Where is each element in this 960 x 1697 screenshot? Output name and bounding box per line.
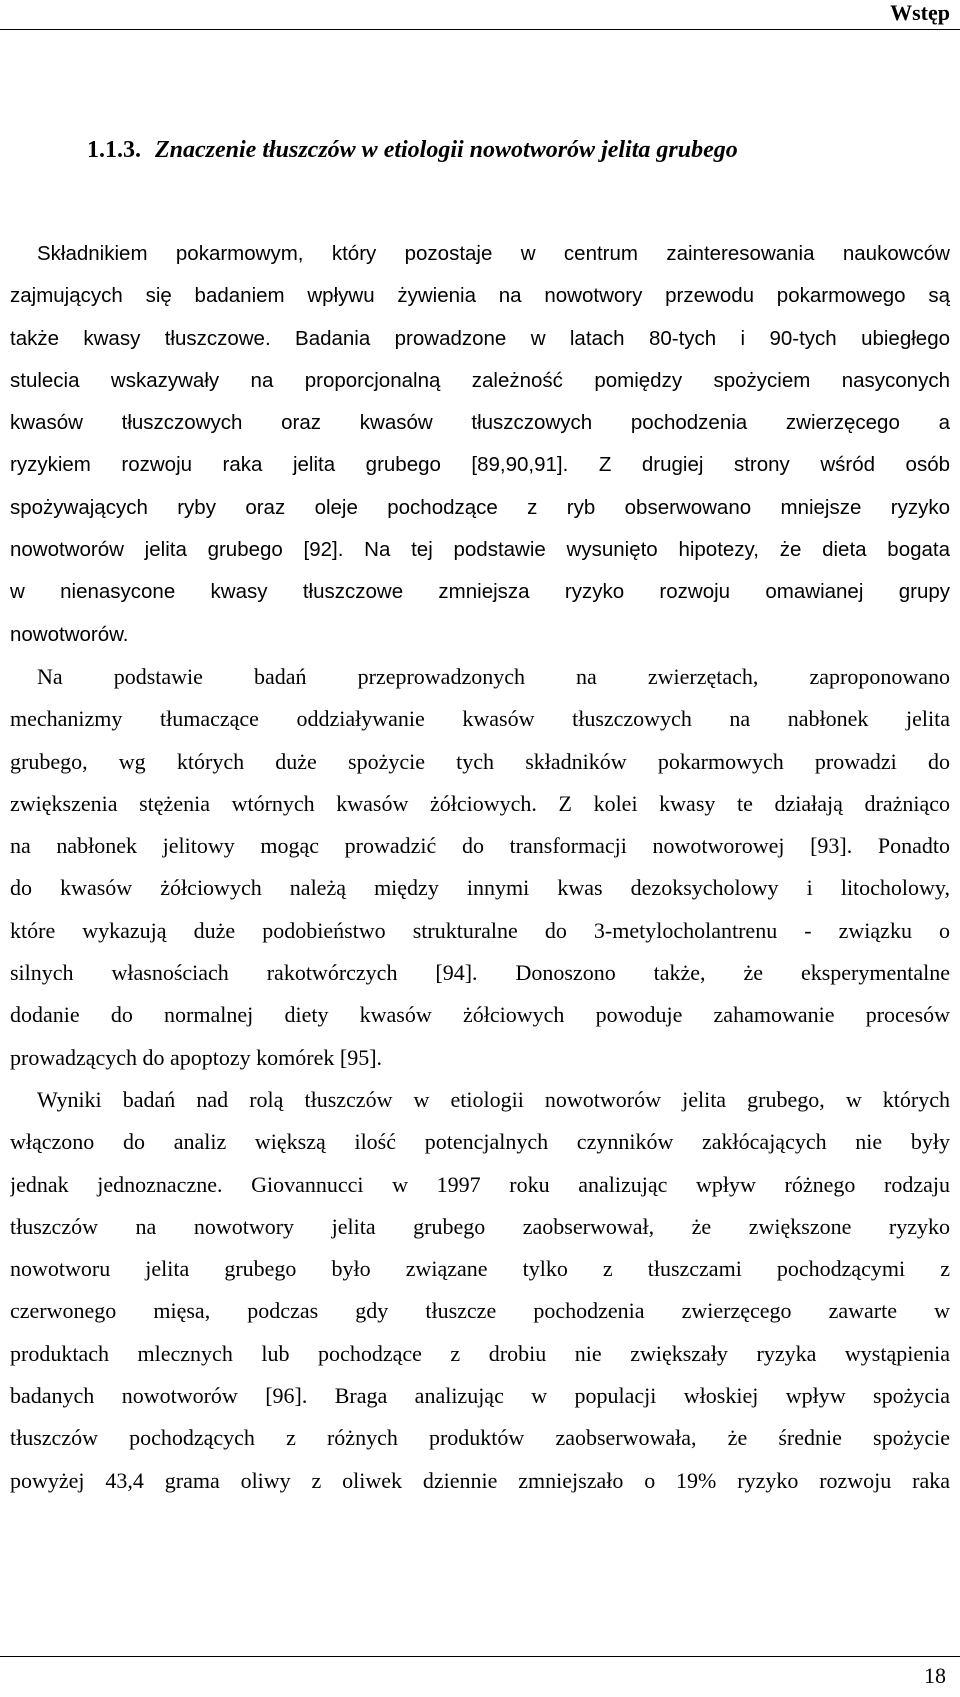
body-text — [10, 233, 950, 1502]
text-line: grubego, wg których duże spożycie tych składników pokarmowych prowadzi do — [10, 748, 950, 774]
page-number: 18 — [924, 1663, 946, 1688]
text-line: nowotworu jelita grubego było związane tylko z tłuszczami pochodzącymi z — [10, 1256, 950, 1282]
text-line: prowadzących do apoptozy komórek [95]. — [10, 1044, 383, 1070]
text-line: zwiększenia stężenia wtórnych kwasów żółciowych. Z kolei kwasy te działają drażniąco — [10, 790, 950, 816]
text-line: jednak jednoznaczne. Giovannucci w 1997 roku analizując wpływ różnego rodzaju — [10, 1171, 950, 1197]
text-line: badanych nowotworów [96]. Braga analizując w populacji włoskiej wpływ spożycia — [10, 1383, 950, 1409]
text-line: spożywających ryby oraz oleje pochodzące z ryb obserwowano mniejsze ryzyko — [10, 495, 950, 519]
text-line: na nabłonek jelitowy mogąc prowadzić do transformacji nowotworowej [93]. Ponadto — [10, 833, 950, 859]
text-line: mechanizmy tłumaczące oddziaływanie kwasów tłuszczowych na nabłonek jelita — [10, 706, 950, 732]
text-line: powyżej 43,4 grama oliwy z oliwek dziennie zmniejszało o 19% ryzyko rozwoju raka — [10, 1467, 950, 1493]
text-line: dodanie do normalnej diety kwasów żółciowych powoduje zahamowanie procesów — [10, 1002, 950, 1028]
text-line: Na podstawie badań przeprowadzonych na zwierzętach, zaproponowano — [37, 663, 950, 689]
text-line: które wykazują duże podobieństwo strukturalne do 3-metylocholantrenu - związku o — [10, 917, 950, 943]
text-line: produktach mlecznych lub pochodzące z drobiu nie zwiększały ryzyka wystąpienia — [10, 1340, 950, 1366]
text-line: włączono do analiz większą ilość potencjalnych czynników zakłócających nie były — [10, 1129, 950, 1155]
text-line: nowotworów. — [10, 622, 129, 646]
text-line: tłuszczów pochodzących z różnych produktów zaobserwowała, że średnie spożycie — [10, 1425, 950, 1451]
text-line: kwasów tłuszczowych oraz kwasów tłuszczowych pochodzenia zwierzęcego a — [10, 411, 950, 435]
section-heading — [87, 135, 738, 165]
text-line: silnych własnościach rakotwórczych [94]. Donoszono także, że eksperymentalne — [10, 960, 950, 986]
text-line: stulecia wskazywały na proporcjonalną zależność pomiędzy spożyciem nasyconych — [10, 368, 950, 392]
text-line: Składnikiem pokarmowym, który pozostaje w centrum zainteresowania naukowców — [37, 242, 950, 265]
text-line: zajmujących się badaniem wpływu żywienia na nowotwory przewodu pokarmowego są — [10, 284, 950, 308]
footer-rule — [0, 1656, 960, 1657]
text-line: tłuszczów na nowotwory jelita grubego zaobserwował, że zwiększone ryzyko — [10, 1213, 950, 1239]
running-header: Wstęp — [890, 0, 950, 25]
text-line: do kwasów żółciowych należą między innymi kwas dezoksycholowy i litocholowy, — [10, 875, 950, 901]
section-title: Znaczenie tłuszczów w etiologii nowotworów jelita grubego — [155, 137, 738, 163]
text-line: nowotworów jelita grubego [92]. Na tej podstawie wysunięto hipotezy, że dieta bogata — [10, 538, 950, 562]
text-line: czerwonego mięsa, podczas gdy tłuszcze pochodzenia zwierzęcego zawarte w — [10, 1298, 950, 1324]
header-rule — [0, 29, 960, 30]
section-number: 1.1.3. — [87, 137, 141, 163]
text-line: Wyniki badań nad rolą tłuszczów w etiologii nowotworów jelita grubego, w których — [37, 1086, 950, 1112]
text-line: także kwasy tłuszczowe. Badania prowadzone w latach 80-tych i 90-tych ubiegłego — [10, 326, 950, 350]
text-line: w nienasycone kwasy tłuszczowe zmniejsza ryzyko rozwoju omawianej grupy — [10, 580, 950, 604]
text-line: ryzykiem rozwoju raka jelita grubego [89,90,91]. Z drugiej strony wśród osób — [10, 453, 950, 477]
